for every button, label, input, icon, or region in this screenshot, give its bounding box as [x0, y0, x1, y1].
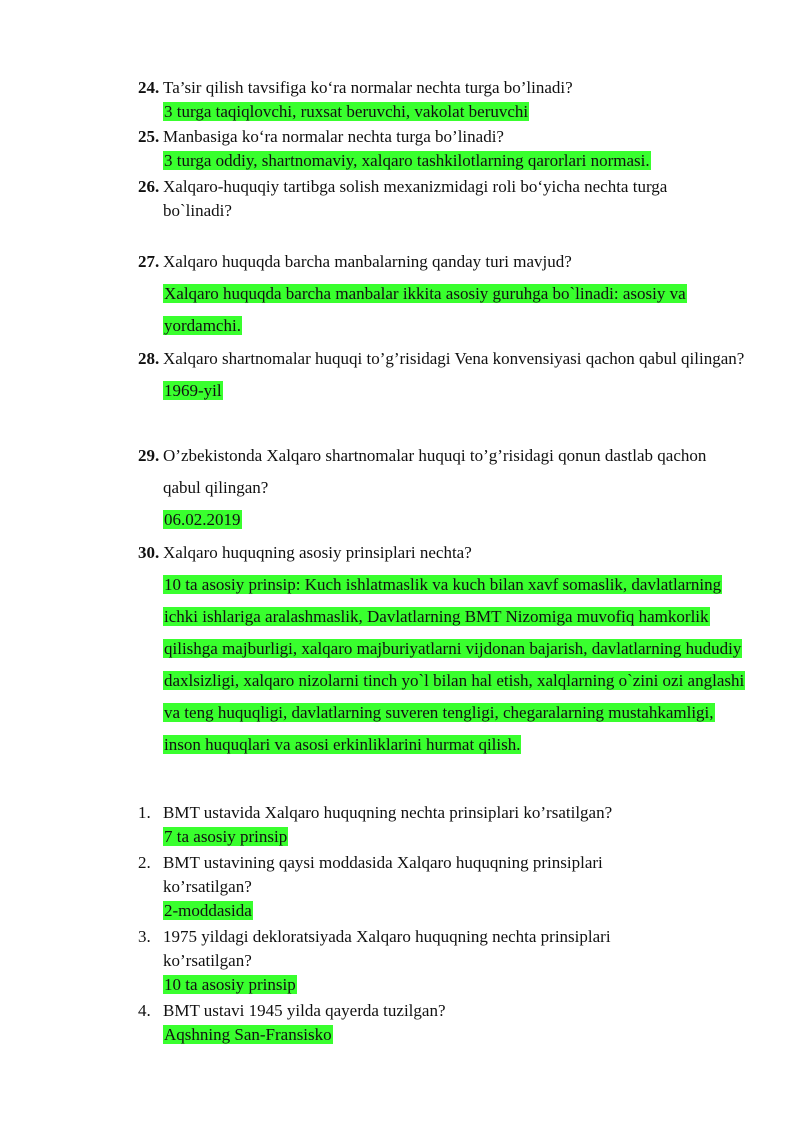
question-text: BMT ustavida Xalqaro huquqning nechta prinsiplari ko’rsatilgan?	[163, 803, 613, 822]
question-text: Xalqaro huquqda barcha manbalarning qanday turi mavjud?	[163, 252, 572, 271]
answer-text	[163, 825, 758, 849]
question-text: 1975 yildagi dekloratsiyada Xalqaro huquqning nechta prinsiplari ko’rsatilgan?	[163, 927, 611, 970]
question-text: BMT ustavi 1945 yilda qayerda tuzilgan?	[163, 1001, 446, 1020]
question-text: Xalqaro-huquqiy tartibga solish mexanizmidagi roli bo‘yicha nechta turga bo`linadi?	[163, 177, 668, 220]
answer-highlight: 1969-yil	[164, 381, 222, 400]
question-item	[138, 175, 738, 223]
answer-text	[163, 149, 758, 173]
question-item	[138, 76, 758, 124]
question-number: 25.	[138, 127, 160, 146]
question-item	[138, 537, 753, 761]
question-number: 24.	[138, 78, 160, 97]
answer-highlight: 3 turga taqiqlovchi, ruxsat beruvchi, vakolat beruvchi	[164, 102, 529, 121]
answer-text	[163, 100, 758, 124]
question-text: Manbasiga ko‘ra normalar nechta turga bo’linadi?	[163, 127, 504, 146]
question-number: 29.	[138, 446, 160, 465]
answer-highlight: 7 ta asosiy prinsip	[164, 827, 288, 846]
answer-text	[163, 1023, 758, 1047]
question-number: 27.	[138, 252, 160, 271]
answer-text	[163, 278, 748, 342]
list-item	[138, 925, 678, 997]
question-item	[138, 440, 738, 536]
question-number: 26.	[138, 177, 160, 196]
answer-text	[163, 504, 738, 536]
question-text: BMT ustavining qaysi moddasida Xalqaro huquqning prinsiplari ko’rsatilgan?	[163, 853, 603, 896]
answer-highlight: 2-moddasida	[164, 901, 252, 920]
answer-text	[163, 569, 753, 761]
answer-highlight: 10 ta asosiy prinsip	[164, 975, 296, 994]
list-item	[138, 801, 758, 849]
question-item	[138, 246, 748, 342]
list-item	[138, 999, 758, 1047]
question-text: Ta’sir qilish tavsifiga ko‘ra normalar nechta turga bo’linadi?	[163, 78, 573, 97]
question-item	[138, 343, 753, 407]
list-number: 2.	[138, 853, 151, 872]
answer-text	[163, 973, 678, 997]
question-number: 28.	[138, 349, 160, 368]
question-text: O’zbekistonda Xalqaro shartnomalar huquqi to’g’risidagi qonun dastlab qachon qabul qilingan?	[163, 446, 707, 497]
question-number: 30.	[138, 543, 160, 562]
question-text: Xalqaro huquqning asosiy prinsiplari nechta?	[163, 543, 472, 562]
list-item	[138, 851, 678, 923]
answer-highlight: 10 ta asosiy prinsip: Kuch ishlatmaslik va kuch bilan xavf somaslik, davlatlarning ichki ishlariga aralashmaslik, Davlatlarning BMT Nizomiga muvofiq hamkorlik qilishga majburligi, xalqaro majburiyatlarni vijdonan bajarish, davlatlarning hududiy daxlsizligi, xalqaro nizolarni tinch yo`l bilan hal etish, xalqlarning o`zini ozi anglashi va teng huquqligi, davlatlarning suveren tengligi, chegaralarning mustahkamligi, inson huquqlari va asosi erkinliklarini hurmat qilish.	[164, 575, 745, 754]
question-text: Xalqaro shartnomalar huquqi to’g’risidagi Vena konvensiyasi qachon qabul qilingan?	[163, 349, 745, 368]
list-number: 4.	[138, 1001, 151, 1020]
answer-highlight: Xalqaro huquqda barcha manbalar ikkita asosiy guruhga bo`linadi: asosiy va yordamchi.	[164, 284, 686, 335]
answer-highlight: 3 turga oddiy, shartnomaviy, xalqaro tashkilotlarning qarorlari normasi.	[164, 151, 650, 170]
answer-text	[163, 899, 678, 923]
answer-highlight: Aqshning San-Fransisko	[164, 1025, 332, 1044]
list-number: 3.	[138, 927, 151, 946]
answer-highlight: 06.02.2019	[164, 510, 241, 529]
answer-text	[163, 375, 753, 407]
list-number: 1.	[138, 803, 151, 822]
question-item	[138, 125, 758, 173]
